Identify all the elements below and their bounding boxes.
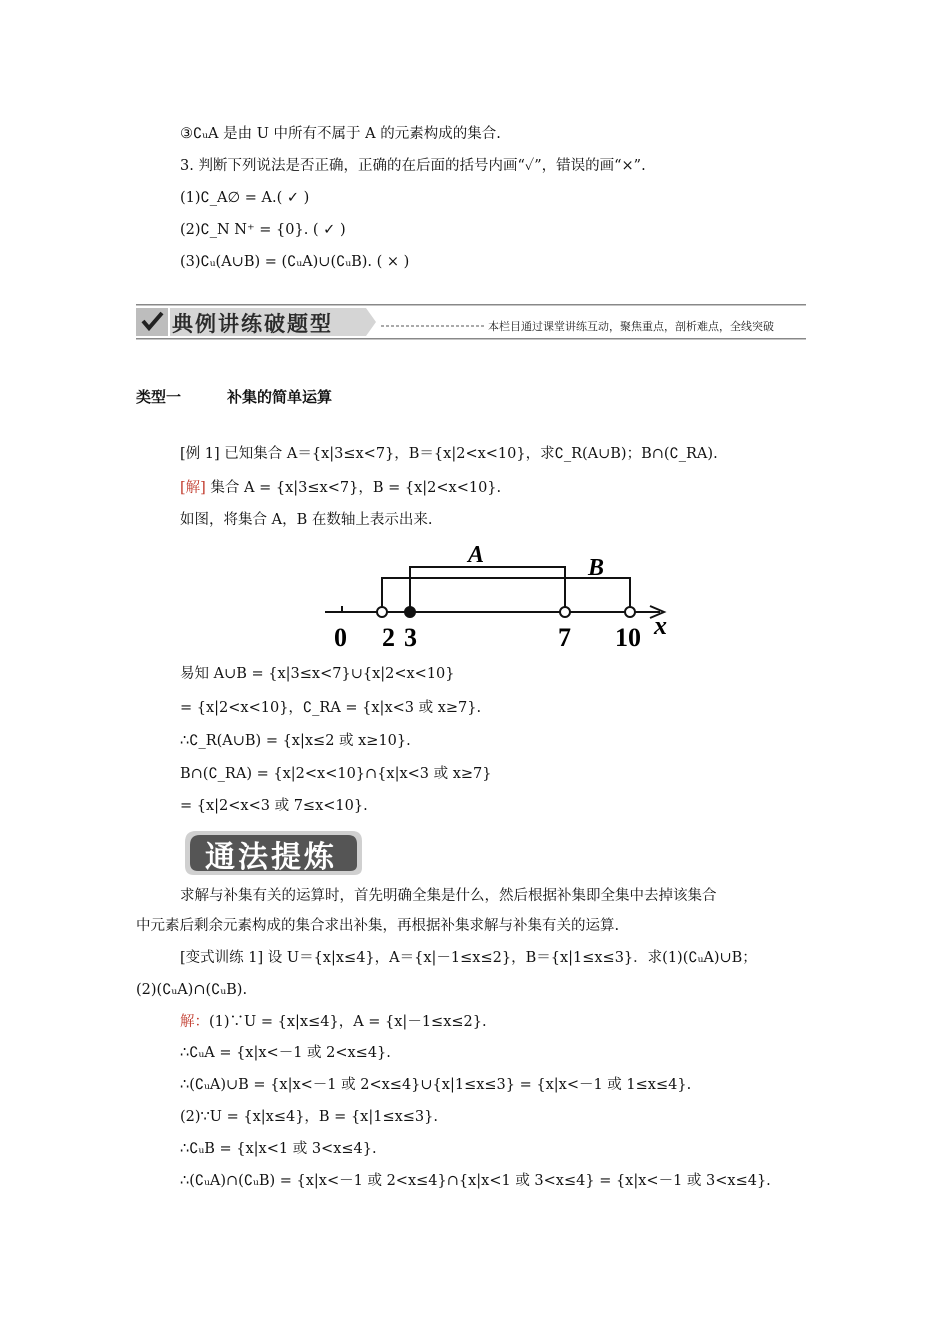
banner-title: 典例讲练破题型 [172,312,333,336]
top-line-5: (3)∁ᵤ(A∪B) = (∁ᵤA)∪(∁ᵤB). ( × ) [180,254,410,270]
example-question: [例 1] 已知集合 A＝{x|3≤x<7}，B＝{x|2<x<10}，求∁_R(A∪B)；B∩(∁_RA). [180,446,718,462]
exercise-step-2: ∴(∁ᵤA)∪B = {x|x<－1 或 2<x≤4}∪{x|1≤x≤3} = {x|x<－1 或 1≤x≤4}. [180,1077,692,1093]
tick-label-10: 10 [615,623,641,652]
top-line-3: (1)∁_A∅ = A.( ✓ ) [180,190,310,206]
exercise-step-4: ∴∁ᵤB = {x|x<1 或 3<x≤4}. [180,1141,377,1157]
top-line-2: 3. 判断下列说法是否正确，正确的在后面的括号内画“✓”，错误的画“×”. [180,158,646,174]
exercise-solution [180,1012,487,1032]
example-solution [180,478,501,498]
solution-first: 集合 A = {x|3≤x<7}，B = {x|2<x<10}. [205,480,502,496]
top-line-1: ③∁ᵤA 是由 U 中所有不属于 A 的元素构成的集合. [180,126,501,142]
exercise-solution-tag: 解： [180,1014,209,1030]
example-step-4: B∩(∁_RA) = {x|2<x<10}∩{x|x<3 或 x≥7} [180,766,492,782]
type-heading [136,386,332,407]
point-2-open [377,607,387,617]
exercise-step-5: ∴(∁ᵤA)∩(∁ᵤB) = {x|x<－1 或 2<x≤4}∩{x|x<1 或 3<x≤4} = {x|x<－1 或 3<x≤4}. [180,1173,771,1189]
point-7-open [560,607,570,617]
set-a-bracket [410,567,565,612]
point-10-open [625,607,635,617]
tick-label-2: 2 [382,623,395,652]
example-step-5: = {x|2<x<3 或 7≤x<10}. [180,798,368,814]
tick-label-3: 3 [404,623,417,652]
solution-tag: [解] [180,480,206,496]
method-text-line-2: 中元素后剩余元素构成的集合求出补集，再根据补集求解与补集有关的运算. [136,918,620,934]
exercise-question-line-1: [变式训练 1] 设 U＝{x|x≤4}，A＝{x|－1≤x≤2}，B＝{x|1≤x≤3}．求(1)(∁ᵤA)∪B； [180,950,757,966]
axis-label-x: x [654,611,667,640]
exercise-solution-first: (1)∵U = {x|x≤4}，A = {x|－1≤x≤2}. [209,1014,487,1030]
example-step-1: 易知 A∪B = {x|3≤x<7}∪{x|2<x<10} [180,666,455,682]
set-a-label: A [468,542,485,568]
type-label: 类型一 [136,388,182,406]
exercise-step-3: (2)∵U = {x|x≤4}，B = {x|1≤x≤3}. [180,1109,438,1125]
set-b-bracket [382,578,630,612]
example-step-3: ∴∁_R(A∪B) = {x|x≤2 或 x≥10}. [180,733,411,749]
exercise-question-line-2: (2)(∁ᵤA)∩(∁ᵤB). [136,982,248,998]
example-step-2: = {x|2<x<10}，∁_RA = {x|x<3 或 x≥7}. [180,700,482,716]
exercise-step-1: ∴∁ᵤA = {x|x<－1 或 2<x≤4}. [180,1045,391,1061]
top-line-4: (2)∁_N N⁺ = {0}. ( ✓ ) [180,222,346,238]
method-text-line-1: 求解与补集有关的运算时，首先明确全集是什么，然后根据补集即全集中去掉该集合 [180,888,717,904]
figure-caption: 如图，将集合 A，B 在数轴上表示出来. [180,512,433,528]
method-title: 通法提炼 [205,840,337,875]
set-b-label: B [588,555,605,581]
point-3-closed [405,607,415,617]
type-title: 补集的简单运算 [227,388,333,406]
tick-label-0: 0 [334,623,347,652]
tick-label-7: 7 [558,623,571,652]
number-line-figure [320,540,680,655]
banner-note: 本栏目通过课堂讲练互动，聚焦重点，剖析难点，全线突破 [488,320,774,333]
